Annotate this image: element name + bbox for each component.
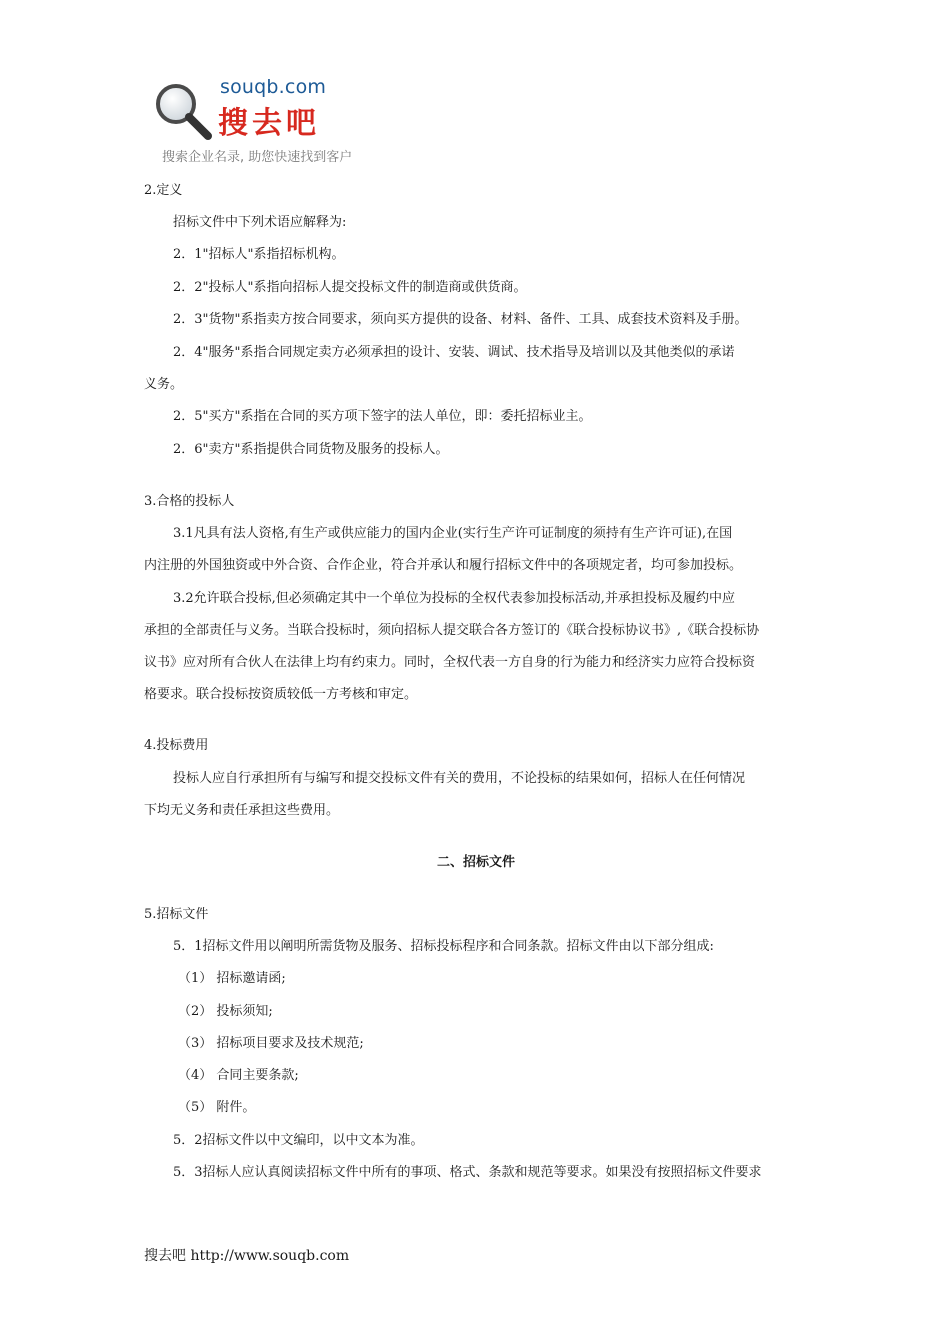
list-item: （3） 招标项目要求及技术规范;: [178, 1036, 364, 1051]
list-item: （2） 投标须知;: [178, 1004, 273, 1019]
list-item: （5） 附件。: [178, 1100, 256, 1115]
chapter-title: 二、招标文件: [436, 855, 515, 870]
paragraph-line: 内注册的外国独资或中外合资、合作企业，符合并承认和履行招标文件中的各项规定者，均可参加投标。: [144, 558, 743, 573]
paragraph-line: 下均无义务和责任承担这些费用。: [144, 803, 340, 818]
paragraph-line: 2．6"卖方"系指提供合同货物及服务的投标人。: [173, 442, 449, 457]
paragraph-line: 2．2"投标人"系指向招标人提交投标文件的制造商或供货商。: [173, 280, 527, 295]
paragraph-line: 承担的全部责任与义务。当联合投标时，须向招标人提交联合各方签订的《联合投标协议书》,《联合投标协: [144, 623, 760, 638]
paragraph-line: 5．1招标文件用以阐明所需货物及服务、招标投标程序和合同条款。招标文件由以下部分组成:: [173, 939, 714, 954]
logo-domain: souqb.com: [220, 76, 327, 98]
paragraph-line: 3.1凡具有法人资格,有生产或供应能力的国内企业(实行生产许可证制度的须持有生产许可证),在国: [173, 526, 733, 541]
paragraph-line: 2．5"买方"系指在合同的买方项下签字的法人单位，即：委托招标业主。: [173, 409, 592, 424]
paragraph-line: 格要求。联合投标按资质较低一方考核和审定。: [144, 687, 418, 702]
page-footer: 搜去吧 http://www.souqb.com: [144, 1248, 350, 1264]
section-heading: 4.投标费用: [144, 738, 209, 753]
list-item: （4） 合同主要条款;: [178, 1068, 299, 1083]
section-heading: 2.定义: [144, 183, 183, 198]
section-heading: 3.合格的投标人: [144, 494, 235, 509]
souqb-logo: [152, 76, 392, 168]
logo-slogan: 搜索企业名录, 助您快速找到客户: [162, 150, 353, 165]
section-heading: 5.招标文件: [144, 907, 209, 922]
paragraph-line: 议书》应对所有合伙人在法律上均有约束力。同时，全权代表一方自身的行为能力和经济实力应符合投标资: [144, 655, 756, 670]
list-item: （1） 招标邀请函;: [178, 971, 286, 986]
paragraph-line: 2．4"服务"系指合同规定卖方必须承担的设计、安装、调试、技术指导及培训以及其他类似的承诺: [173, 345, 735, 360]
paragraph-line: 3.2允许联合投标,但必须确定其中一个单位为投标的全权代表参加投标活动,并承担投标及履约中应: [173, 591, 735, 606]
paragraph-line: 2．3"货物"系指卖方按合同要求，须向买方提供的设备、材料、备件、工具、成套技术资料及手册。: [173, 312, 748, 327]
logo-name: 搜去吧: [218, 106, 320, 141]
paragraph-line: 2．1"招标人"系指招标机构。: [173, 247, 345, 262]
magnifier-icon: [152, 80, 216, 144]
paragraph-line: 5．3招标人应认真阅读招标文件中所有的事项、格式、条款和规范等要求。如果没有按照招标文件要求: [173, 1165, 762, 1180]
paragraph-line: 义务。: [144, 377, 184, 392]
paragraph-line: 5．2招标文件以中文编印，以中文本为准。: [173, 1133, 424, 1148]
paragraph-line: 投标人应自行承担所有与编写和提交投标文件有关的费用，不论投标的结果如何，招标人在任何情况: [173, 771, 746, 786]
paragraph-line: 招标文件中下列术语应解释为:: [173, 215, 347, 230]
